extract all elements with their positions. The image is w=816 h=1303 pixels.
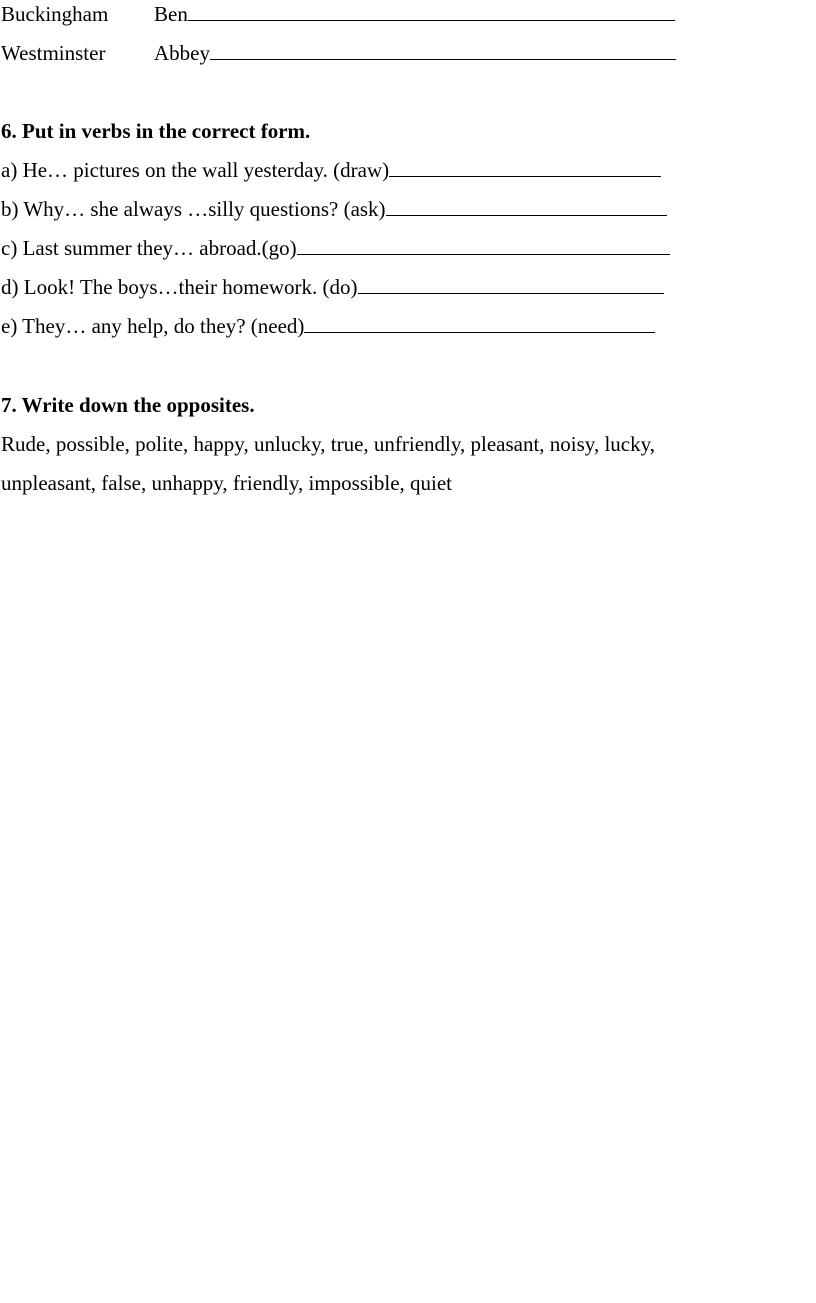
matching-row-2 bbox=[1, 40, 676, 66]
answer-blank[interactable] bbox=[297, 236, 670, 255]
exercise-7-heading: 7. Write down the opposites. bbox=[1, 393, 255, 417]
answer-blank[interactable] bbox=[210, 41, 676, 60]
item-text: c) Last summer they… abroad.(go) bbox=[1, 236, 297, 260]
exercise-6-item-e bbox=[1, 313, 655, 339]
exercise-6-item-b bbox=[1, 196, 667, 222]
matching-left-word: Westminster bbox=[1, 41, 106, 65]
exercise-6-item-c bbox=[1, 235, 670, 261]
answer-blank[interactable] bbox=[358, 275, 664, 294]
exercise-6-item-a bbox=[1, 157, 661, 183]
matching-left-word: Buckingham bbox=[1, 2, 109, 26]
exercise-6-heading: 6. Put in verbs in the correct form. bbox=[1, 119, 311, 143]
matching-right-word: Abbey bbox=[154, 41, 210, 65]
item-text: b) Why… she always …silly questions? (ask) bbox=[1, 197, 386, 221]
matching-row-1 bbox=[1, 1, 675, 27]
exercise-7-words-line-2: unpleasant, false, unhappy, friendly, impossible, quiet bbox=[1, 471, 453, 495]
answer-blank[interactable] bbox=[304, 314, 655, 333]
item-text: d) Look! The boys…their homework. (do) bbox=[1, 275, 358, 299]
exercise-7-words-line-1: Rude, possible, polite, happy, unlucky, true, unfriendly, pleasant, noisy, lucky, bbox=[1, 432, 655, 456]
item-text: a) He… pictures on the wall yesterday. (draw) bbox=[1, 158, 390, 182]
item-text: e) They… any help, do they? (need) bbox=[1, 314, 305, 338]
answer-blank[interactable] bbox=[386, 197, 667, 216]
answer-blank[interactable] bbox=[389, 158, 661, 177]
exercise-6-item-d bbox=[1, 274, 664, 300]
answer-blank[interactable] bbox=[188, 2, 675, 21]
matching-right-word: Ben bbox=[154, 2, 188, 26]
